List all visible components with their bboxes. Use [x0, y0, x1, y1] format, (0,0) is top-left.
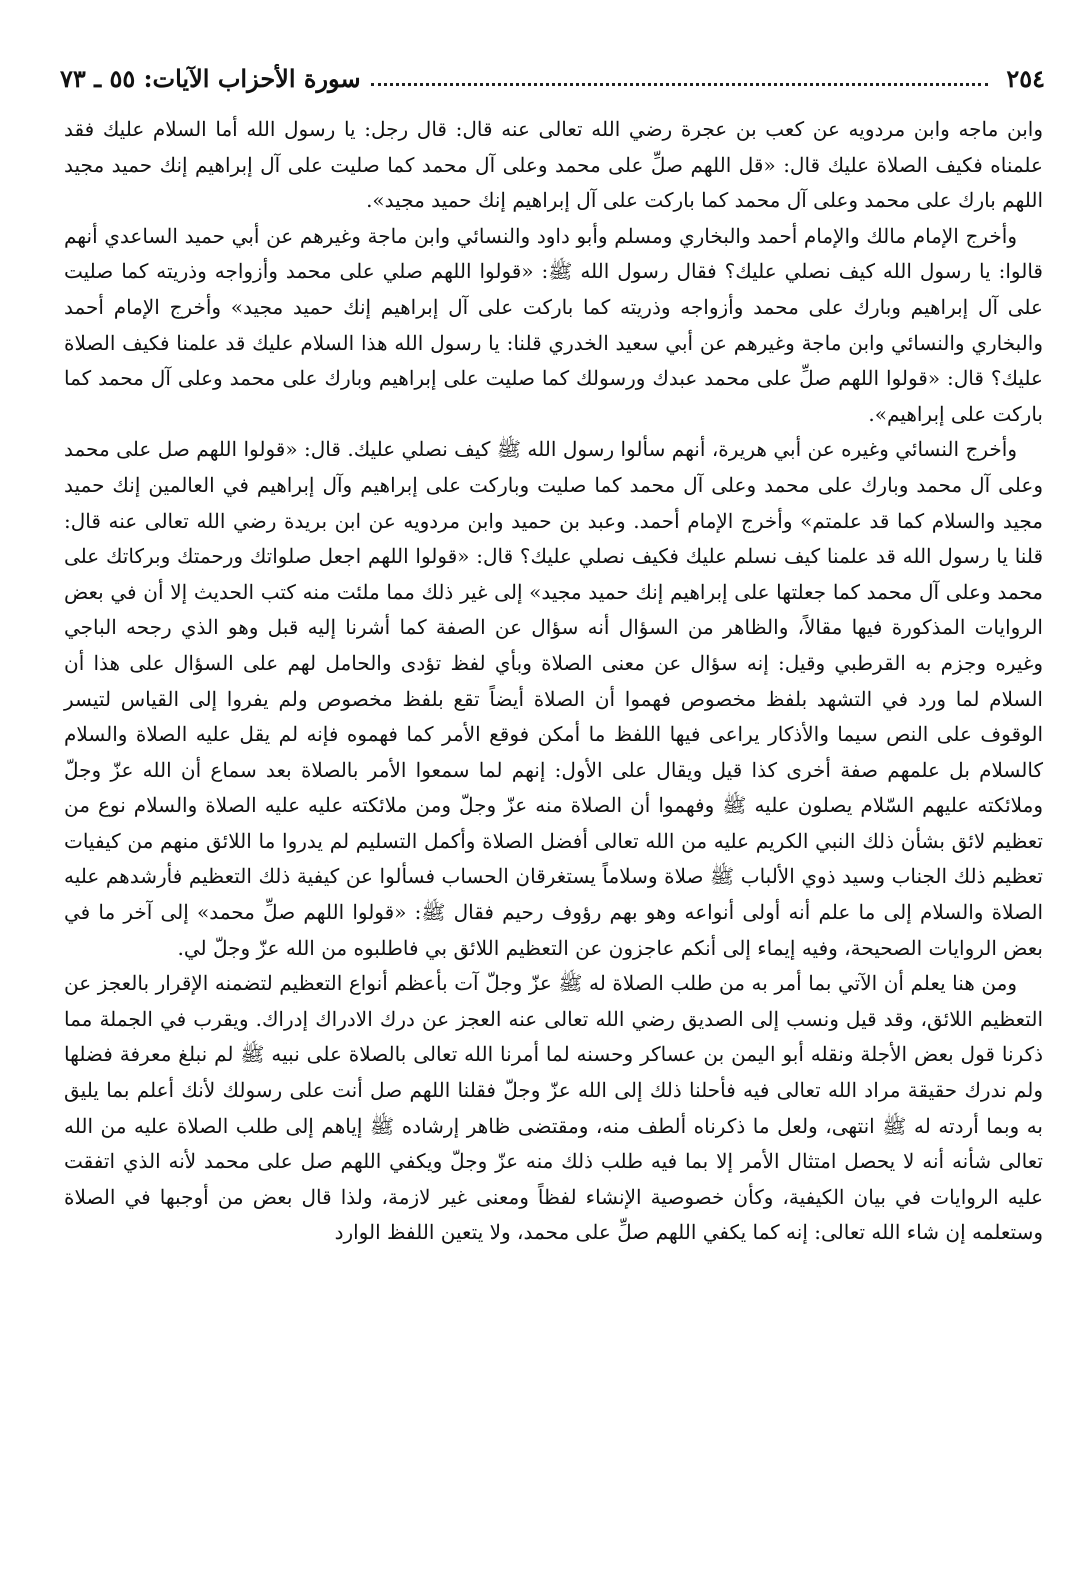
body-text	[64, 112, 1043, 1251]
paragraph: وأخرج النسائي وغيره عن أبي هريرة، أنهم سألوا رسول الله ﷺ كيف نصلي عليك. قال: «قولوا اللهم صل على محمد وعلى آل محمد وبارك على محمد وعلى آل محمد كما صليت وباركت على إبراهيم وآل إبراهيم في العالمين إنك حميد مجيد والسلام كما قد علمتم» وأخرج الإمام أحمد. وعبد بن حميد وابن مردويه عن ابن بريدة رضي الله تعالى عنه قال: قلنا يا رسول الله قد علمنا كيف نسلم عليك فكيف نصلي عليك؟ قال: «قولوا اللهم اجعل صلواتك ورحمتك وبركاتك على محمد وعلى آل محمد كما جعلتها على إبراهيم إنك حميد مجيد» إلى غير ذلك مما ملئت منه كتب الحديث إلا أن في بعض الروايات المذكورة فيها مقالاً، والظاهر من السؤال أنه سؤال عن الصفة كما أشرنا إليه قبل وهو الذي رجحه الباجي وغيره وجزم به القرطبي وقيل: إنه سؤال عن معنى الصلاة وبأي لفظ تؤدى والحامل لهم على السؤال على هذا أن السلام لما ورد في التشهد بلفظ مخصوص فهموا أن الصلاة أيضاً تقع بلفظ مخصوص ولم يفروا إلى القياس لتيسر الوقوف على النص سيما والأذكار يراعى فيها اللفظ ما أمكن فوقع الأمر كما فهموه فإنه لم يقل عليه الصلاة والسلام كالسلام بل علمهم صفة أخرى كذا قيل ويقال على الأول: إنهم لما سمعوا الأمر بالصلاة بعد سماع أن الله عزّ وجلّ وملائكته عليهم السّلام يصلون عليه ﷺ وفهموا أن الصلاة منه عزّ وجلّ ومن ملائكته عليه عليه الصلاة والسلام نوع من تعظيم لائق بشأن ذلك النبي الكريم عليه من الله تعالى أفضل الصلاة وأكمل التسليم لم يدروا ما اللائق منهم من كيفيات تعظيم ذلك الجناب وسيد ذوي الألباب ﷺ صلاة وسلاماً يستغرقان الحساب فسألوا عن كيفية ذلك التعظيم فأرشدهم عليه الصلاة والسلام إلى ما علم أنه أولى أنواعه وهو بهم رؤوف رحيم فقال ﷺ: «قولوا اللهم صلِّ محمد» إلى آخر ما في بعض الروايات الصحيحة، وفيه إيماء إلى أنكم عاجزون عن التعظيم اللائق بي فاطلبوه من الله عزّ وجلّ لي.	[64, 437, 1044, 960]
page-header	[60, 54, 1045, 102]
paragraph: وأخرج الإمام مالك والإمام أحمد والبخاري ومسلم وأبو داود والنسائي وابن ماجة وغيرهم عن أبي حميد الساعدي أنهم قالوا: يا رسول الله كيف نصلي عليك؟ فقال رسول الله ﷺ: «قولوا اللهم صلي على محمد وأزواجه وذريته كما صليت على آل إبراهيم وبارك على محمد وأزواجه وذريته كما باركت على آل إبراهيم إنك حميد مجيد» وأخرج الإمام أحمد والبخاري والنسائي وابن ماجة وغيرهم عن أبي سعيد الخدري قلنا: يا رسول الله هذا السلام عليك قد علمنا فكيف الصلاة عليك؟ قال: «قولوا اللهم صلِّ على محمد عبدك ورسولك كما صليت على إبراهيم وبارك على محمد وعلى آل محمد كما باركت على إبراهيم».	[64, 223, 1043, 426]
paragraph: وابن ماجه وابن مردويه عن كعب بن عجرة رضي الله تعالى عنه قال: قال رجل: يا رسول الله أما السلام عليك فقد علمناه فكيف الصلاة عليك قال: «قل اللهم صلِّ على محمد وعلى آل محمد كما صليت على آل إبراهيم إنك حميد مجيد اللهم بارك على محمد وعلى آل محمد كما باركت على آل إبراهيم إنك حميد مجيد».	[64, 117, 1044, 213]
paragraph: ومن هنا يعلم أن الآتي بما أمر به من طلب الصلاة له ﷺ عزّ وجلّ آت بأعظم أنواع التعظيم لتضمنه الإقرار بالعجز عن التعظيم اللائق، وقد قيل ونسب إلى الصديق رضي الله تعالى عنه العجز عن درك الادراك إدراك. ويقرب في الجملة مما ذكرنا قول بعض الأجلة ونقله أبو اليمن بن عساكر وحسنه لما أمرنا الله تعالى بالصلاة على نبيه ﷺ لم نبلغ معرفة فضلها ولم ندرك حقيقة مراد الله تعالى فيه فأحلنا ذلك إلى الله عزّ وجلّ فقلنا اللهم صل أنت على رسولك لأنك أعلم بما يليق به وبما أردته له ﷺ انتهى، ولعل ما ذكرناه ألطف منه، ومقتضى ظاهر إرشاده ﷺ إياهم إلى طلب الصلاة عليه من الله تعالى شأنه أنه لا يحصل امتثال الأمر إلا بما فيه طلب ذلك منه عزّ وجلّ ويكفي اللهم صل على محمد لأنه الذي اتفقت عليه الروايات في بيان الكيفية، وكأن خصوصية الإنشاء لفظاً ومعنى غير لازمة، ولذا قال بعض من أوجبها في الصلاة وستعلمه إن شاء الله تعالى: إنه كما يكفي اللهم صلِّ على محمد، ولا يتعين اللفظ الوارد	[64, 971, 1043, 1245]
surah-title: سورة الأحزاب الآيات: ٥٥ ـ ٧٣	[60, 63, 361, 93]
header-leader-dots	[371, 83, 989, 86]
page-number: ٢٥٤	[1006, 63, 1045, 93]
